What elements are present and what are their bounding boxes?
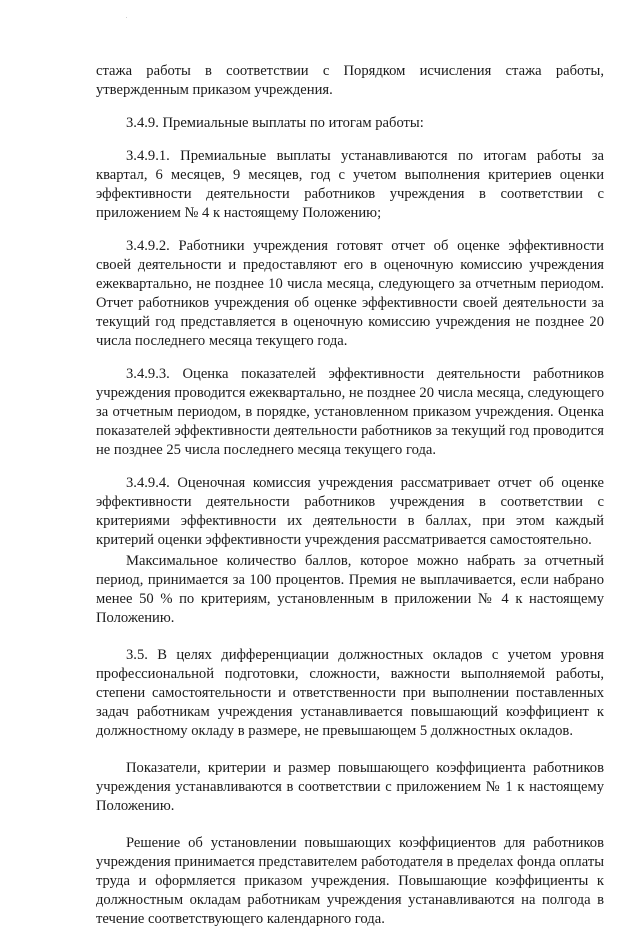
paragraph-decision: Решение об установлении повышающих коэффициентов для работников учреждения принимается представителем работодателя в пределах фонда оплаты труда и оформляется приказом учреждения. Повышающие коэффициенты к должностным окладам работникам учреждения устанавливаются на полгода в течение соответствующего календарного года. bbox=[96, 835, 604, 927]
paragraph-3-4-9-heading: 3.4.9. Премиальные выплаты по итогам работы: bbox=[126, 115, 424, 131]
paragraph-indicators: Показатели, критерии и размер повышающего коэффициента работников учреждения устанавливаются в соответствии с приложением № 1 к настоящему Положению. bbox=[96, 760, 604, 814]
document-body bbox=[96, 62, 604, 929]
paragraph-max-points: Максимальное количество баллов, которое можно набрать за отчетный период, принимается за 100 процентов. Премия не выплачивается, если набрано менее 50 % по критериям, установленным в приложении № 4 к настоящему Положению. bbox=[96, 553, 604, 626]
scan-speck bbox=[126, 17, 127, 18]
paragraph-3-4-9-2: 3.4.9.2. Работники учреждения готовят отчет об оценке эффективности своей деятельности и предоставляют его в оценочную комиссию учреждения ежеквартально, не позднее 10 числа месяца, следующего за отчетным периодом. Отчет работников учреждения об оценке эффективности своей деятельности за текущий год представляется в оценочную комиссию учреждения не позднее 20 числа последнего месяца текущего года. bbox=[96, 238, 604, 349]
paragraph-3-4-9-1: 3.4.9.1. Премиальные выплаты устанавливаются по итогам работы за квартал, 6 месяцев, 9 месяцев, год с учетом выполнения критериев оценки эффективности деятельности работников учреждения в соответствии с приложением № 4 к настоящему Положению; bbox=[96, 148, 604, 221]
paragraph-work-experience: стажа работы в соответствии с Порядком исчисления стажа работы, утвержденным приказом учреждения. bbox=[96, 63, 604, 98]
paragraph-3-5: 3.5. В целях дифференциации должностных окладов с учетом уровня профессиональной подготовки, сложности, важности выполняемой работы, степени самостоятельности и ответственности при выполнении поставленных задач работникам учреждения устанавливается повышающий коэффициент к должностному окладу в размере, не превышающем 5 должностных окладов. bbox=[96, 647, 604, 739]
paragraph-3-4-9-4: 3.4.9.4. Оценочная комиссия учреждения рассматривает отчет об оценке эффективности деятельности работников учреждения в соответствии с критериями эффективности их деятельности в баллах, при этом каждый критерий оценки эффективности учреждения рассматривается самостоятельно. bbox=[96, 475, 604, 548]
paragraph-3-4-9-3: 3.4.9.3. Оценка показателей эффективности деятельности работников учреждения проводится ежеквартально, не позднее 20 числа месяца, следующего за отчетным периодом, в порядке, установленном приказом учреждения. Оценка показателей эффективности деятельности работников за текущий год проводится не позднее 25 числа последнего месяца текущего года. bbox=[96, 366, 604, 458]
